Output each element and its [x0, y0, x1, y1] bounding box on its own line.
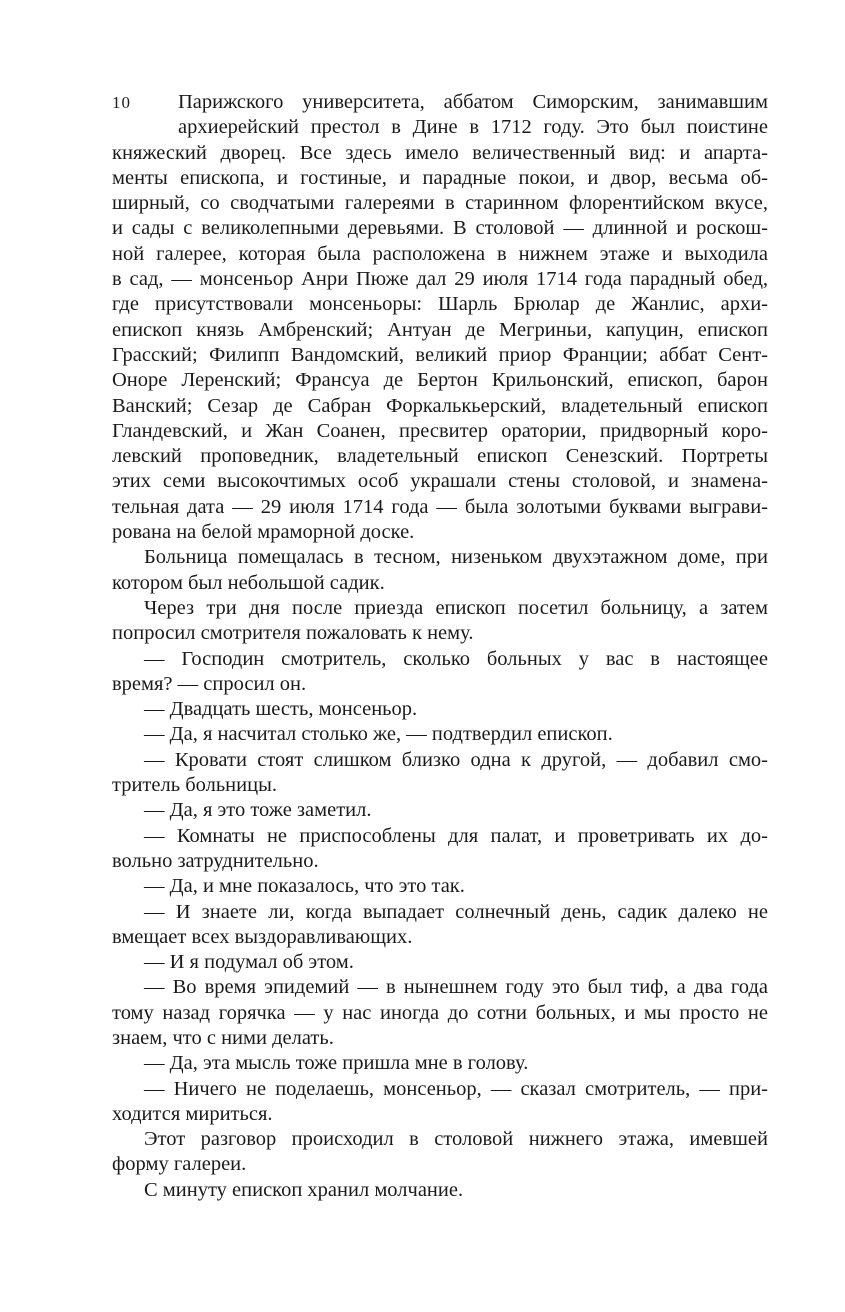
paragraph	[112, 975, 768, 1051]
paragraph	[112, 90, 768, 545]
text-line: ширный, со сводчатыми галереями в старинном флорентийском вкусе,	[112, 192, 768, 215]
text-line: Грасский; Филипп Вандомский, великий приор Франции; аббат Сент-	[112, 343, 768, 366]
paragraph	[112, 824, 768, 875]
text-line: ходится мириться.	[112, 1102, 273, 1125]
text-line: левский проповедник, владетельный епископ Сенезский. Портреты	[112, 445, 768, 468]
paragraph	[112, 1178, 768, 1203]
paragraph	[112, 950, 768, 975]
text-line: Парижского университета, аббатом Симорским, занимавшим	[178, 91, 768, 113]
text-line: — Господин смотритель, сколько больных у вас в настоящее	[144, 647, 768, 670]
text-line: — Да, эта мысль тоже пришла мне в голову.	[144, 1052, 529, 1075]
text-line: где присутствовали монсеньоры: Шарль Брюлар де Жанлис, архи-	[112, 293, 768, 316]
text-line: Оноре Леренский; Франсуа де Бертон Крильонский, епископ, барон	[112, 369, 768, 392]
paragraph	[112, 697, 768, 722]
page-body	[112, 90, 768, 1203]
text-line: — И я подумал об этом.	[144, 951, 354, 974]
text-line: форму галереи.	[112, 1153, 247, 1176]
page-number: 10	[112, 93, 131, 112]
text-line: С минуту епископ хранил молчание.	[144, 1178, 464, 1201]
paragraph	[112, 596, 768, 647]
text-line: Ванский; Сезар де Сабран Форкалькьерский, владетельный епископ	[112, 394, 768, 417]
text-line: — Во время эпидемий — в нынешнем году это был тиф, а два года	[144, 976, 768, 999]
paragraph	[112, 748, 768, 799]
paragraph	[112, 722, 768, 747]
text-line: — Да, я насчитал столько же, — подтвердил епископ.	[144, 723, 613, 746]
paragraph	[112, 900, 768, 951]
text-line: тельная дата — 29 июля 1714 года — была золотыми буквами выграви-	[112, 495, 768, 518]
text-line: и сады с великолепными деревьями. В столовой — длинной и роскош-	[112, 217, 768, 240]
text-line: Этот разговор происходил в столовой нижнего этажа, имевшей	[144, 1128, 768, 1151]
text-line: ной галерее, которая была расположена в нижнем этаже и выходила	[112, 242, 768, 265]
text-line: — Да, я это тоже заметил.	[144, 799, 372, 822]
text-line: — И знаете ли, когда выпадает солнечный день, садик далеко не	[144, 900, 768, 923]
text-line: — Кровати стоят слишком близко одна к другой, — добавил смо-	[144, 748, 768, 771]
paragraph	[112, 1077, 768, 1128]
paragraph	[112, 1127, 768, 1178]
text-line: Больница помещалась в тесном, низеньком двухэтажном доме, при	[144, 546, 768, 569]
text-line: котором был небольшой садик.	[112, 571, 385, 594]
text-line: в сад, — монсеньор Анри Пюже дал 29 июля 1714 года парадный обед,	[112, 268, 768, 291]
text-line: вмещает всех выздоравливающих.	[112, 925, 413, 948]
text-line: — Да, и мне показалось, что это так.	[144, 875, 465, 898]
text-line: рована на белой мраморной доске.	[112, 521, 415, 544]
text-line: тому назад горячка — у нас иногда до сотни больных, и мы просто не	[112, 1001, 768, 1024]
paragraph	[112, 874, 768, 899]
text-line: Через три дня после приезда епископ посетил больницу, а затем	[144, 596, 768, 619]
text-line: епископ князь Амбренский; Антуан де Мегриньи, капуцин, епископ	[112, 318, 768, 341]
text-line: княжеский дворец. Все здесь имело величественный вид: и апарта-	[112, 141, 768, 164]
text-line: — Комнаты не приспособлены для палат, и проветривать их до-	[144, 824, 768, 847]
text-line: тритель больницы.	[112, 774, 277, 797]
paragraph	[112, 1051, 768, 1076]
text-line: архиерейский престол в Дине в 1712 году. Это был поистине	[178, 116, 768, 139]
text-line: знаем, что с ними делать.	[112, 1026, 334, 1049]
text-line: — Двадцать шесть, монсеньор.	[144, 698, 418, 721]
paragraph	[112, 545, 768, 596]
text-line: — Ничего не поделаешь, монсеньор, — сказал смотритель, — при-	[144, 1077, 768, 1100]
text-line: менты епископа, и гостиные, и парадные покои, и двор, весьма об-	[112, 166, 768, 189]
text-line: Гландевский, и Жан Соанен, пресвитер оратории, придворный коро-	[112, 419, 768, 442]
text-line: время? — спросил он.	[112, 672, 307, 695]
text-line: этих семи высокочтимых особ украшали стены столовой, и знамена-	[112, 470, 768, 493]
paragraph	[112, 798, 768, 823]
paragraph	[112, 647, 768, 698]
text-line: попросил смотрителя пожаловать к нему.	[112, 622, 474, 645]
text-line: вольно затруднительно.	[112, 849, 319, 872]
